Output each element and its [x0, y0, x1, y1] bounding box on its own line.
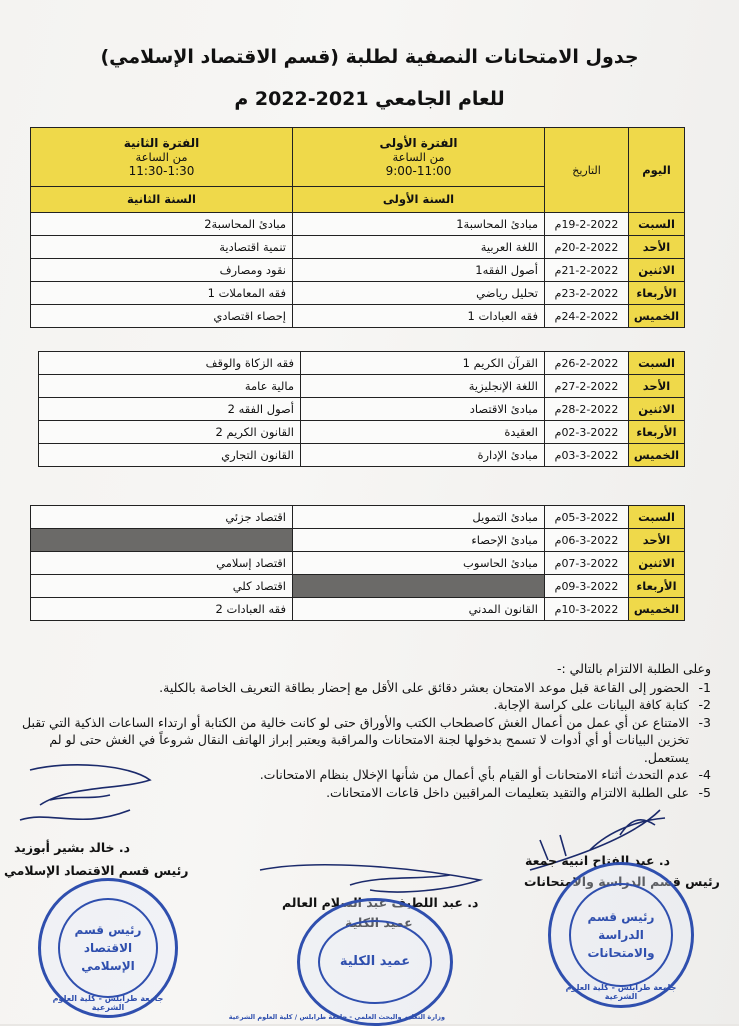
signature-left-icon [10, 760, 160, 840]
schedule-row [39, 398, 685, 421]
period-1-time-label: من الساعة [392, 149, 445, 164]
date-cell: 03-3-2022م [545, 444, 629, 467]
date-cell: 10-3-2022م [545, 598, 629, 621]
period-1-subject: فقه العبادات 1 [293, 305, 545, 328]
table-header-row [31, 128, 685, 187]
period-2-subject: فقه المعاملات 1 [31, 282, 293, 305]
period-2-subject: القانون الكريم 2 [39, 421, 301, 444]
header-date: التاريخ [545, 128, 629, 213]
period-1-subject: مبادئ الاقتصاد [301, 398, 545, 421]
period-1-subject: مبادئ الإدارة [301, 444, 545, 467]
schedule-row [31, 236, 685, 259]
stamp-right-ring: جامعة طرابلس - كلية العلوم الشرعية [565, 983, 677, 1001]
block-1-body [31, 213, 685, 328]
day-cell: السبت [629, 506, 685, 529]
period-2-subject: اقتصاد إسلامي [31, 552, 293, 575]
date-cell: 24-2-2022م [545, 305, 629, 328]
stamp-left-ring: جامعة طرابلس - كلية العلوم الشرعية [52, 994, 164, 1012]
schedule-row [31, 213, 685, 236]
period-1-subject: القانون المدني [293, 598, 545, 621]
date-cell: 26-2-2022م [545, 352, 629, 375]
document-subtitle: للعام الجامعي 2021-2022 م [234, 88, 505, 110]
document-title: جدول الامتحانات النصفية لطلبة (قسم الاقتصاد الإسلامي) [100, 46, 639, 68]
block-2-body [39, 352, 685, 467]
period-1-subject: مبادئ التمويل [293, 506, 545, 529]
day-cell: الاثنين [629, 398, 685, 421]
day-cell: الخميس [629, 598, 685, 621]
period-2-title: الفترة الثانية [123, 135, 200, 150]
schedule-table-1 [30, 127, 685, 328]
schedule-row [39, 375, 685, 398]
schedule-row [31, 282, 685, 305]
schedule-row [31, 506, 685, 529]
period-1-subject: القرآن الكريم 1 [301, 352, 545, 375]
date-cell: 09-3-2022م [545, 575, 629, 598]
date-cell: 06-3-2022م [545, 529, 629, 552]
date-cell: 07-3-2022م [545, 552, 629, 575]
stamp-right [548, 862, 694, 1008]
schedule-row [31, 529, 685, 552]
day-cell: الأحد [629, 236, 685, 259]
date-cell: 27-2-2022م [545, 375, 629, 398]
period-1-subject [293, 575, 545, 598]
rule-number: 1- [698, 679, 711, 695]
stamp-center-main: عميد الكلية [339, 954, 411, 969]
period-2-subject: مبادئ المحاسبة2 [31, 213, 293, 236]
period-1-subject: العقيدة [301, 421, 545, 444]
period-1-subject: مبادئ الإحصاء [293, 529, 545, 552]
schedule-table-2 [38, 351, 685, 467]
date-cell: 02-3-2022م [545, 421, 629, 444]
day-cell: الأحد [629, 529, 685, 552]
period-1-subject: اللغة العربية [293, 236, 545, 259]
stamp-left-line-1: رئيس قسم [74, 923, 142, 937]
period-1-time: 9:00-11:00 [385, 163, 452, 178]
signature-right-name: د. عبد الفتاح انبيه جمعة [525, 853, 671, 868]
day-cell: الأربعاء [629, 282, 685, 305]
header-year-2: السنة الثانية [31, 186, 293, 212]
rule-number: 3- [698, 714, 711, 730]
schedule-row [31, 259, 685, 282]
period-2-time: 11:30-1:30 [128, 163, 195, 178]
day-cell: الأربعاء [629, 575, 685, 598]
block-3-body [31, 506, 685, 621]
date-cell: 21-2-2022م [545, 259, 629, 282]
date-cell: 05-3-2022م [545, 506, 629, 529]
header-period-2 [31, 128, 293, 187]
date-cell: 23-2-2022م [545, 282, 629, 305]
period-2-subject [31, 529, 293, 552]
rule-text: كتابة كافة البيانات على كراسة الإجابة. [493, 697, 689, 712]
day-cell: الأحد [629, 375, 685, 398]
period-1-subject: اللغة الإنجليزية [301, 375, 545, 398]
date-cell: 20-2-2022م [545, 236, 629, 259]
signature-left-role: رئيس قسم الاقتصاد الإسلامي [4, 863, 189, 878]
date-cell: 19-2-2022م [545, 213, 629, 236]
period-2-subject: القانون التجاري [39, 444, 301, 467]
day-cell: الاثنين [629, 552, 685, 575]
period-1-subject: تحليل رياضي [293, 282, 545, 305]
stamp-left-line-2: الاقتصاد [83, 941, 133, 955]
schedule-row [31, 552, 685, 575]
period-2-subject: مالية عامة [39, 375, 301, 398]
period-2-subject: فقه العبادات 2 [31, 598, 293, 621]
stamp-right-line-1: رئيس قسم [587, 910, 655, 924]
schedule-row [31, 598, 685, 621]
stamp-right-line-2: الدراسة [598, 928, 644, 942]
day-cell: الخميس [629, 444, 685, 467]
header-day: اليوم [629, 128, 685, 213]
signature-left-name: د. خالد بشير أبوزيد [14, 840, 131, 855]
rules-intro: وعلى الطلبة الالتزام بالتالي :- [556, 661, 711, 676]
period-2-subject: أصول الفقه 2 [39, 398, 301, 421]
header-year-1: السنة الأولى [293, 186, 545, 212]
day-cell: الاثنين [629, 259, 685, 282]
schedule-row [39, 421, 685, 444]
signature-right-role: رئيس قسم الدراسة والامتحانات [524, 874, 720, 889]
period-2-subject: اقتصاد كلي [31, 575, 293, 598]
rule-item-1 [11, 679, 711, 697]
period-1-subject: مبادئ الحاسوب [293, 552, 545, 575]
stamp-left [38, 878, 178, 1018]
rule-text: الحضور إلى القاعة قبل موعد الامتحان بعشر دقائق على الأقل مع إحضار بطاقة التعريف الخاصة بالكلية. [159, 679, 689, 695]
schedule-row [39, 444, 685, 467]
period-1-subject: أصول الفقه1 [293, 259, 545, 282]
header-period-1 [293, 128, 545, 187]
stamp-left-line-3: الإسلامي [81, 959, 135, 973]
day-cell: السبت [629, 213, 685, 236]
period-2-time-label: من الساعة [135, 149, 188, 164]
rule-number: 2- [698, 697, 711, 712]
day-cell: الخميس [629, 305, 685, 328]
rule-text: عدم التحدث أثناء الامتحانات أو القيام بأي أعمال من شأنها الإخلال بنظام الامتحانات. [259, 767, 689, 782]
rule-number: 4- [698, 767, 711, 782]
signature-center-name: د. عبد اللطيف عبد السلام العالم [282, 895, 479, 910]
day-cell: السبت [629, 352, 685, 375]
rule-item-2 [11, 696, 711, 714]
period-1-title: الفترة الأولى [379, 135, 458, 150]
rule-text: الامتناع عن أي عمل من أعمال الغش كاصطحاب الكتب والأوراق حتى لو كانت خالية من الكتابة أو ارتداء الساعات الذكية التي تقبل تخزين البيانات أو أي أدوات لا تسمح بدخولها لجنة الامتحانات والمراقبة ويعتبر إبراز الهاتف النقال شروعاً في الغش حتى لو لم يستعمل. [22, 714, 689, 765]
period-2-subject: نقود ومصارف [31, 259, 293, 282]
period-2-subject: تنمية اقتصادية [31, 236, 293, 259]
period-2-subject: إحصاء اقتصادي [31, 305, 293, 328]
stamp-center-ring: وزارة التعليم والبحث العلمي - جامعة طرابلس / كلية العلوم الشرعية [228, 1013, 445, 1021]
period-1-subject: مبادئ المحاسبة1 [293, 213, 545, 236]
rule-text: على الطلبة الالتزام والتقيد بتعليمات المراقبين داخل قاعات الامتحانات. [326, 784, 689, 800]
rule-number: 5- [698, 784, 711, 800]
date-cell: 28-2-2022م [545, 398, 629, 421]
day-cell: الأربعاء [629, 421, 685, 444]
period-2-subject: فقه الزكاة والوقف [39, 352, 301, 375]
rule-item-3 [11, 714, 711, 767]
stamp-right-line-3: والامتحانات [587, 946, 655, 960]
schedule-row [39, 352, 685, 375]
signature-center-role: عميد الكلية [345, 915, 413, 930]
stamp-center [228, 898, 453, 1026]
period-2-subject: اقتصاد جزئي [31, 506, 293, 529]
schedule-row [31, 305, 685, 328]
schedule-table-3 [30, 505, 685, 621]
schedule-row [31, 575, 685, 598]
